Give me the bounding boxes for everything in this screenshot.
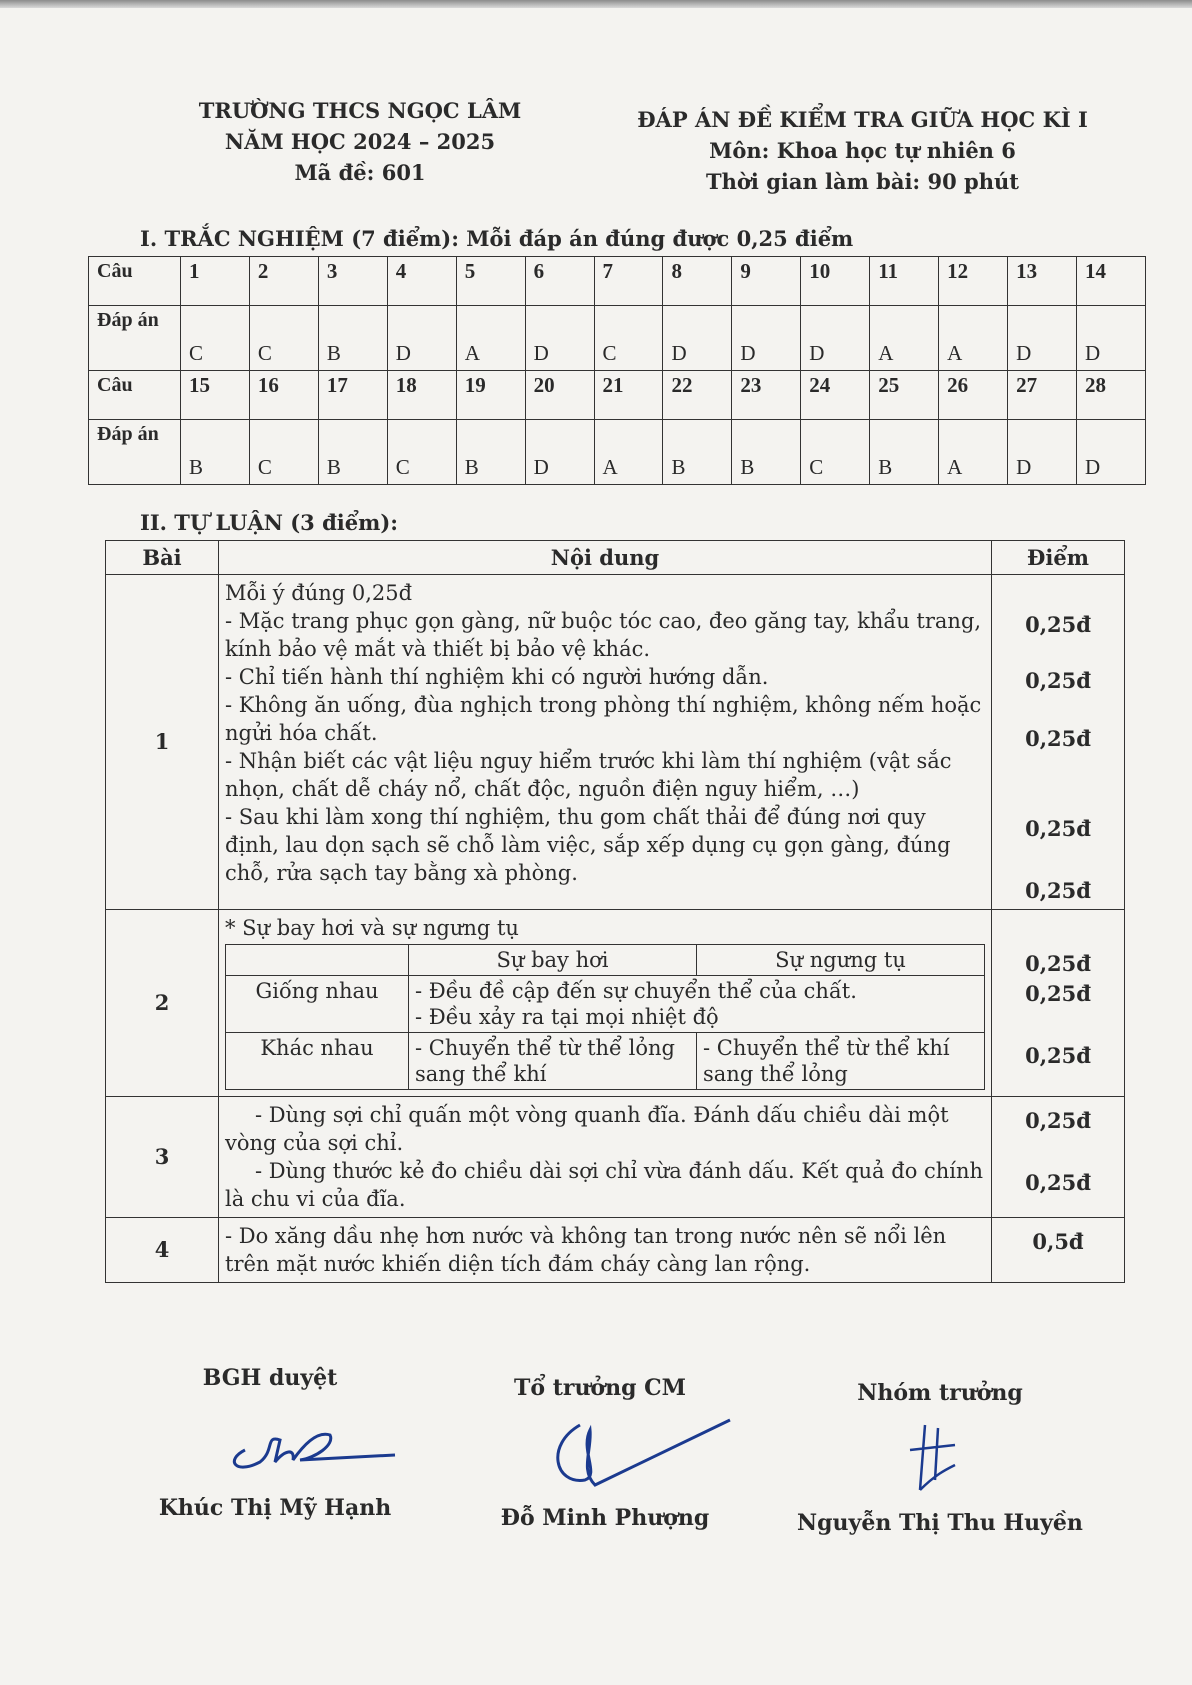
answer-row [89, 420, 1146, 485]
question-number: 18 [387, 371, 456, 420]
question-number: 4 [387, 257, 456, 306]
q3-points [992, 1097, 1125, 1218]
question-number: 21 [594, 371, 663, 420]
essay-row-2 [106, 910, 1125, 1097]
q1-item: - Chỉ tiến hành thí nghiệm khi có người hướng dẫn. [225, 665, 769, 689]
q2-points [992, 910, 1125, 1097]
point: 0,25đ [1025, 951, 1091, 976]
question-number: 13 [1008, 257, 1077, 306]
bai-number: 1 [106, 575, 219, 910]
head-bayhoi: Sự bay hơi [409, 945, 697, 976]
q1-item: - Không ăn uống, đùa nghịch trong phòng thí nghiệm, không nếm hoặc ngửi hóa chất. [225, 693, 982, 745]
answer-cell: A [456, 306, 525, 371]
question-number: 6 [525, 257, 594, 306]
answer-cell: D [732, 306, 801, 371]
question-number: 1 [181, 257, 250, 306]
section2-title: II. TỰ LUẬN (3 điểm): [140, 510, 399, 535]
answer-cell: D [1008, 306, 1077, 371]
q4-point [992, 1218, 1125, 1283]
essay-row-1 [106, 575, 1125, 910]
answer-cell: B [870, 420, 939, 485]
question-number: 27 [1008, 371, 1077, 420]
essay-header-row [106, 541, 1125, 575]
sign-role-nhomtruong: Nhóm trưởng [857, 1380, 1023, 1406]
question-number: 26 [939, 371, 1008, 420]
essay-table [105, 540, 1125, 1283]
point: 0,25đ [1025, 878, 1091, 903]
point: 0,25đ [1025, 1108, 1091, 1133]
school-name: TRƯỜNG THCS NGỌC LÂM [198, 98, 522, 123]
answer-cell: B [456, 420, 525, 485]
bai-number: 2 [106, 910, 219, 1097]
answer-cell: B [318, 420, 387, 485]
q1-points [992, 575, 1125, 910]
khac-bayhoi: - Chuyển thể từ thể lỏng sang thể khí [409, 1033, 697, 1090]
answer-cell: A [594, 420, 663, 485]
q3-content [219, 1097, 992, 1218]
answer-cell: B [663, 420, 732, 485]
col-bai: Bài [106, 541, 219, 575]
question-number: 14 [1076, 257, 1145, 306]
exam-subject: Môn: Khoa học tự nhiên 6 [709, 138, 1016, 163]
point: 0,25đ [1025, 981, 1091, 1006]
cau-label: Câu [89, 257, 181, 306]
compare-table [225, 944, 985, 1090]
answer-cell: D [1076, 420, 1145, 485]
question-number: 12 [939, 257, 1008, 306]
sign-role-bgh: BGH duyệt [202, 1365, 338, 1391]
q3-item: - Dùng sợi chỉ quấn một vòng quanh đĩa. Đánh dấu chiều dài một vòng của sợi chỉ. [225, 1103, 949, 1155]
q2-intro: * Sự bay hơi và sự ngưng tụ [225, 916, 519, 940]
question-number: 25 [870, 371, 939, 420]
answer-key-table [88, 256, 1146, 485]
dapan-label: Đáp án [89, 420, 181, 485]
answer-cell: B [318, 306, 387, 371]
point: 0,25đ [1025, 1170, 1091, 1195]
question-number: 20 [525, 371, 594, 420]
point: 0,25đ [1025, 726, 1091, 751]
essay-row-3 [106, 1097, 1125, 1218]
q4-content: - Do xăng dầu nhẹ hơn nước và không tan trong nước nên sẽ nổi lên trên mặt nước khiến diện tích đám cháy càng lan rộng. [219, 1218, 992, 1283]
answer-cell: C [594, 306, 663, 371]
answer-cell: C [249, 306, 318, 371]
q2-content [219, 910, 992, 1097]
answer-cell: A [870, 306, 939, 371]
point: 0,25đ [1025, 816, 1091, 841]
answer-cell: D [801, 306, 870, 371]
school-header [150, 95, 570, 188]
answer-cell: D [663, 306, 732, 371]
signature-huyen [890, 1420, 980, 1500]
question-number: 24 [801, 371, 870, 420]
point: 0,25đ [1025, 668, 1091, 693]
answer-cell: D [1008, 420, 1077, 485]
question-number: 10 [801, 257, 870, 306]
dapan-label: Đáp án [89, 306, 181, 371]
bai-number: 4 [106, 1218, 219, 1283]
sign-name-bgh: Khúc Thị Mỹ Hạnh [158, 1495, 392, 1521]
answer-cell: B [732, 420, 801, 485]
question-number: 3 [318, 257, 387, 306]
question-number-row [89, 257, 1146, 306]
q3-item: - Dùng thước kẻ đo chiều dài sợi chỉ vừa đánh dấu. Kết quả đo chính là chu vi của đĩa. [225, 1159, 984, 1211]
question-number: 23 [732, 371, 801, 420]
khac-ngungtu: - Chuyển thể từ thể khí sang thể lỏng [697, 1033, 985, 1090]
answer-cell: D [387, 306, 456, 371]
answer-cell: A [939, 306, 1008, 371]
khac-label: Khác nhau [226, 1033, 409, 1090]
point: 0,5đ [1032, 1229, 1084, 1254]
q1-item: - Mặc trang phục gọn gàng, nữ buộc tóc cao, đeo găng tay, khẩu trang, kính bảo vệ mắt và thiết bị bảo vệ khác. [225, 609, 982, 661]
question-number: 28 [1076, 371, 1145, 420]
exam-title: ĐÁP ÁN ĐỀ KIỂM TRA GIỮA HỌC KÌ I [637, 107, 1088, 132]
point: 0,25đ [1025, 1043, 1091, 1068]
answer-row [89, 306, 1146, 371]
signature-phuong [540, 1410, 740, 1490]
giong-label: Giống nhau [226, 976, 409, 1033]
giong-item: - Đều xảy ra tại mọi nhiệt độ [415, 1005, 719, 1029]
answer-cell: C [801, 420, 870, 485]
bai-number: 3 [106, 1097, 219, 1218]
answer-cell: D [525, 306, 594, 371]
answer-cell: C [387, 420, 456, 485]
question-number: 8 [663, 257, 732, 306]
answer-cell: D [1076, 306, 1145, 371]
q1-content [219, 575, 992, 910]
question-number: 16 [249, 371, 318, 420]
answer-cell: B [181, 420, 250, 485]
answer-cell: A [939, 420, 1008, 485]
question-number: 17 [318, 371, 387, 420]
giong-item: - Đều đề cập đến sự chuyển thể của chất. [415, 979, 857, 1003]
question-number: 22 [663, 371, 732, 420]
section1-title: I. TRẮC NGHIỆM (7 điểm): Mỗi đáp án đúng được 0,25 điểm [140, 226, 854, 251]
sign-name-totruong: Đỗ Minh Phượng [500, 1505, 710, 1531]
giong-content [409, 976, 985, 1033]
exam-time: Thời gian làm bài: 90 phút [706, 169, 1019, 194]
answer-cell: C [249, 420, 318, 485]
answer-cell: D [525, 420, 594, 485]
point: 0,25đ [1025, 612, 1091, 637]
school-year: NĂM HỌC 2024 – 2025 [224, 129, 496, 154]
compare-corner [226, 945, 409, 976]
exam-code: Mã đề: 601 [294, 160, 426, 185]
head-ngungtu: Sự ngưng tụ [697, 945, 985, 976]
question-number: 5 [456, 257, 525, 306]
question-number: 11 [870, 257, 939, 306]
q1-intro: Mỗi ý đúng 0,25đ [225, 581, 413, 605]
question-number-row [89, 371, 1146, 420]
q1-item: - Nhận biết các vật liệu nguy hiểm trước khi làm thí nghiệm (vật sắc nhọn, chất dễ cháy nổ, chất độc, nguồn điện nguy hiểm, …) [225, 749, 952, 801]
signature-hanh [205, 1410, 405, 1480]
question-number: 15 [181, 371, 250, 420]
question-number: 7 [594, 257, 663, 306]
cau-label: Câu [89, 371, 181, 420]
question-number: 9 [732, 257, 801, 306]
question-number: 2 [249, 257, 318, 306]
sign-role-totruong: Tổ trưởng CM [513, 1375, 687, 1401]
answer-cell: C [181, 306, 250, 371]
q1-item: - Sau khi làm xong thí nghiệm, thu gom chất thải để đúng nơi quy định, lau dọn sạch sẽ chỗ làm việc, sắp xếp dụng cụ gọn gàng, đúng chỗ, rửa sạch tay bằng xà phòng. [225, 805, 951, 885]
col-noidung: Nội dung [219, 541, 992, 575]
essay-row-4 [106, 1218, 1125, 1283]
exam-header [595, 104, 1130, 197]
col-diem: Điểm [992, 541, 1125, 575]
scan-edge [0, 0, 1192, 8]
sign-name-nhomtruong: Nguyễn Thị Thu Huyền [797, 1510, 1083, 1536]
question-number: 19 [456, 371, 525, 420]
